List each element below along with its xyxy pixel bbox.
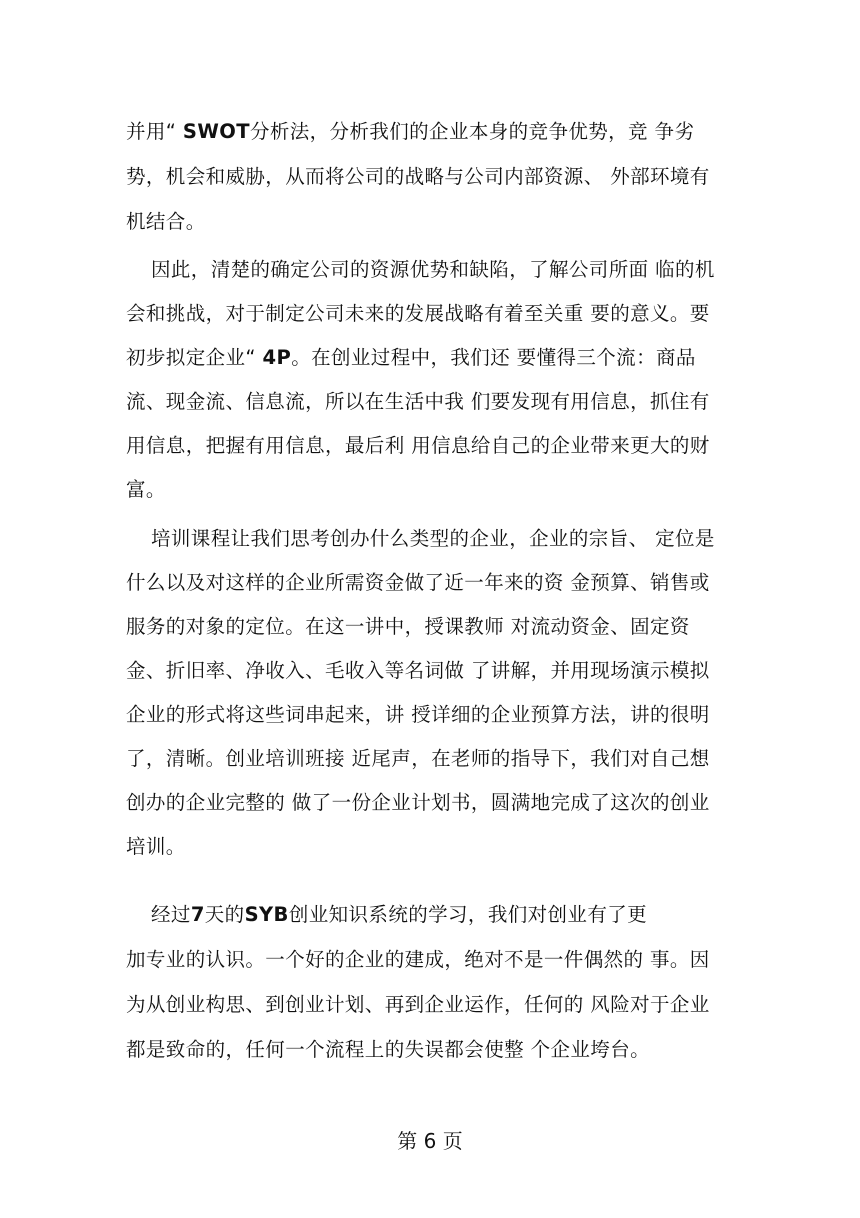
text-run: 加专业的认识。一个好的企业的建成，绝对不是一件偶然的 事。因 bbox=[126, 948, 710, 971]
text-run: 服务的对象的定位。在这一讲中，授课教师 对流动资金、固定资 bbox=[126, 615, 690, 638]
text-run: 分析法，分析我们的企业本身的竞争优势，竞 争劣 bbox=[249, 120, 695, 143]
text-run: 培训。 bbox=[126, 835, 186, 858]
page-number: 第 6 页 bbox=[397, 1129, 463, 1153]
text-run: 会和挑战，对于制定公司未来的发展战略有着至关重 要的意义。要 bbox=[126, 302, 710, 325]
text-run-bold: 7 bbox=[190, 903, 205, 926]
text-run: 因此，清楚的确定公司的资源优势和缺陷，了解公司所面 临的机 bbox=[151, 258, 715, 281]
text-line bbox=[126, 478, 166, 502]
text-run: 培训课程让我们思考创办什么类型的企业，企业的宗旨、 定位是 bbox=[151, 527, 715, 550]
text-run: 什么以及对这样的企业所需资金做了近一年来的资 金预算、销售或 bbox=[126, 571, 710, 594]
text-run: 创业知识系统的学习，我们对创业有了更 bbox=[288, 903, 648, 926]
text-line bbox=[126, 434, 710, 458]
text-run: 机结合。 bbox=[126, 210, 206, 233]
text-line bbox=[126, 1038, 650, 1062]
text-run-bold: SYB bbox=[244, 903, 289, 926]
text-line bbox=[126, 210, 206, 234]
text-run: 并用“ bbox=[126, 120, 183, 143]
text-line bbox=[126, 165, 710, 189]
text-line bbox=[126, 571, 710, 595]
text-run: 创办的企业完整的 做了一份企业计划书，圆满地完成了这次的创业 bbox=[126, 791, 710, 814]
text-line bbox=[126, 302, 710, 326]
text-run: 天的 bbox=[204, 903, 245, 926]
text-line bbox=[126, 791, 710, 815]
text-line bbox=[126, 390, 710, 414]
text-line bbox=[151, 903, 647, 927]
text-run: 用信息，把握有用信息，最后利 用信息给自己的企业带来更大的财 bbox=[126, 434, 710, 457]
text-run: 势，机会和威胁，从而将公司的战略与公司内部资源、 外部环境有 bbox=[126, 165, 710, 188]
text-run: 。在创业过程中，我们还 要懂得三个流：商品 bbox=[291, 346, 696, 369]
text-run: 为从创业构思、到创业计划、再到企业运作，任何的 风险对于企业 bbox=[126, 993, 710, 1016]
text-run: 富。 bbox=[126, 478, 166, 501]
text-line bbox=[126, 120, 694, 144]
text-run: 都是致命的，任何一个流程上的失误都会使整 个企业垮台。 bbox=[126, 1038, 650, 1061]
text-run: 流、现金流、信息流，所以在生活中我 们要发现有用信息，抓住有 bbox=[126, 390, 710, 413]
text-line bbox=[126, 993, 710, 1017]
text-run: 金、折旧率、净收入、毛收入等名词做 了讲解，并用现场演示模拟 bbox=[126, 659, 710, 682]
text-line bbox=[126, 659, 710, 683]
text-line bbox=[126, 948, 710, 972]
text-run: 初步拟定企业“ bbox=[126, 346, 263, 369]
text-line bbox=[126, 615, 690, 639]
text-line bbox=[151, 258, 715, 282]
text-run-bold: SWOT bbox=[182, 120, 250, 143]
text-line bbox=[126, 747, 710, 771]
text-line bbox=[126, 346, 696, 370]
text-run-bold: 4P bbox=[262, 346, 292, 369]
text-run: 经过 bbox=[151, 903, 191, 926]
text-line bbox=[126, 703, 710, 727]
text-run: 了，清晰。创业培训班接 近尾声，在老师的指导下，我们对自己想 bbox=[126, 747, 710, 770]
text-line bbox=[151, 527, 715, 551]
text-line bbox=[126, 835, 186, 859]
text-run: 企业的形式将这些词串起来，讲 授详细的企业预算方法，讲的很明 bbox=[126, 703, 710, 726]
